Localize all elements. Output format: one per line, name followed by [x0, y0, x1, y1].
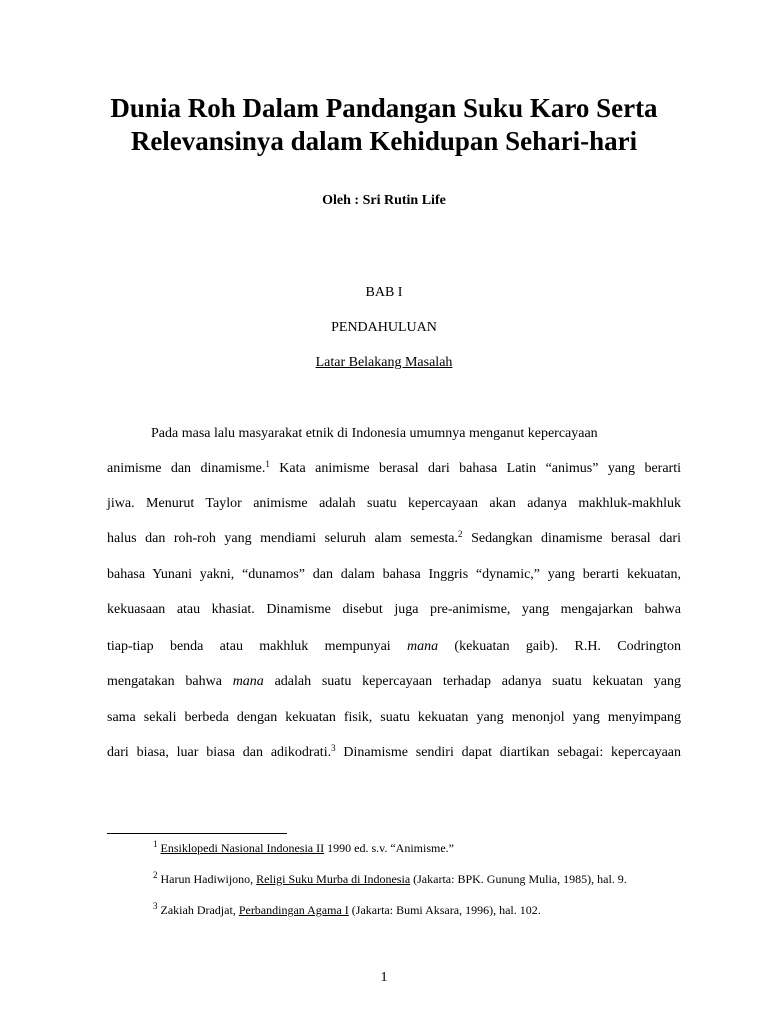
- footnote-source-title: Ensiklopedi Nasional Indonesia II: [160, 841, 325, 855]
- body-text: adalah suatu kepercayaan terhadap adanya suatu kekuatan yang: [263, 674, 681, 689]
- page-number: 1: [380, 970, 388, 985]
- footnote-source-title: Perbandingan Agama I: [238, 903, 349, 917]
- body-line: [107, 675, 681, 689]
- footnote-ref: 3: [331, 743, 336, 753]
- footnote-number: 1: [153, 839, 158, 849]
- body-line: bahasa Yunani yakni, “dunamos” dan dalam bahasa Inggris “dynamic,” yang berarti kekuatan,: [107, 567, 681, 582]
- footnote-text: (Jakarta: Bumi Aksara, 1996), hal. 102.: [348, 903, 541, 917]
- italic-term: mana: [407, 639, 439, 654]
- footnote-number: 3: [153, 901, 158, 911]
- footnote-text: 1990 ed. s.v. “Animisme.”: [324, 841, 455, 855]
- body-line: [107, 743, 681, 760]
- footnote-source-title: Religi Suku Murba di Indonesia: [256, 872, 411, 886]
- body-line: sama sekali berbeda dengan kekuatan fisik, suatu kekuatan yang menonjol yang menyimpang: [107, 710, 681, 725]
- body-text: tiap-tiap benda atau makhluk mempunyai: [107, 639, 407, 654]
- body-line: [107, 640, 681, 654]
- footnote-text: (Jakarta: BPK. Gunung Mulia, 1985), hal. 9.: [410, 872, 627, 886]
- body-line: Pada masa lalu masyarakat etnik di Indonesia umumnya menganut kepercayaan: [151, 426, 598, 441]
- body-text: dari biasa, luar biasa dan adikodrati.: [107, 745, 332, 760]
- footnote-ref: 1: [265, 459, 270, 469]
- title-line-2: Relevansinya dalam Kehidupan Sehari-hari: [130, 126, 638, 156]
- body-text: halus dan roh-roh yang mendiami seluruh alam semesta.: [107, 531, 459, 546]
- footnote-3: [153, 903, 541, 918]
- italic-term: mana: [232, 674, 264, 689]
- body-line: jiwa. Menurut Taylor animisme adalah suatu kepercayaan akan adanya makhluk-makhluk: [107, 496, 681, 511]
- author-line: Oleh : Sri Rutin Life: [322, 193, 446, 208]
- footnote-text: Harun Hadiwijono,: [157, 872, 257, 886]
- body-line: kekuasaan atau khasiat. Dinamisme disebut juga pre-animisme, yang mengajarkan bahwa: [107, 602, 681, 617]
- body-line: [107, 459, 681, 476]
- body-text: Sedangkan dinamisme berasal dari: [462, 531, 681, 546]
- title-line-1: Dunia Roh Dalam Pandangan Suku Karo Serta: [110, 93, 658, 123]
- chapter-title: PENDAHULUAN: [331, 320, 437, 335]
- body-text: Dinamisme sendiri dapat diartikan sebagai: kepercayaan: [335, 745, 681, 760]
- footnote-separator: [107, 833, 287, 834]
- footnote-text: Zakiah Dradjat,: [157, 903, 239, 917]
- section-title: [0, 355, 768, 371]
- body-text: (kekuatan gaib). R.H. Codrington: [438, 639, 682, 654]
- footnote-1: [153, 841, 454, 856]
- document-title: [60, 92, 708, 158]
- footnote-2: [153, 872, 627, 887]
- footnote-ref: 2: [458, 529, 463, 539]
- body-text: mengatakan bahwa: [107, 674, 233, 689]
- body-text: Kata animisme berasal dari bahasa Latin “animus” yang berarti: [269, 461, 681, 476]
- footnote-number: 2: [153, 870, 158, 880]
- body-line: [107, 529, 681, 546]
- body-text: animisme dan dinamisme.: [107, 461, 266, 476]
- chapter-label: BAB I: [365, 285, 403, 300]
- section-title-text: Latar Belakang Masalah: [315, 355, 453, 370]
